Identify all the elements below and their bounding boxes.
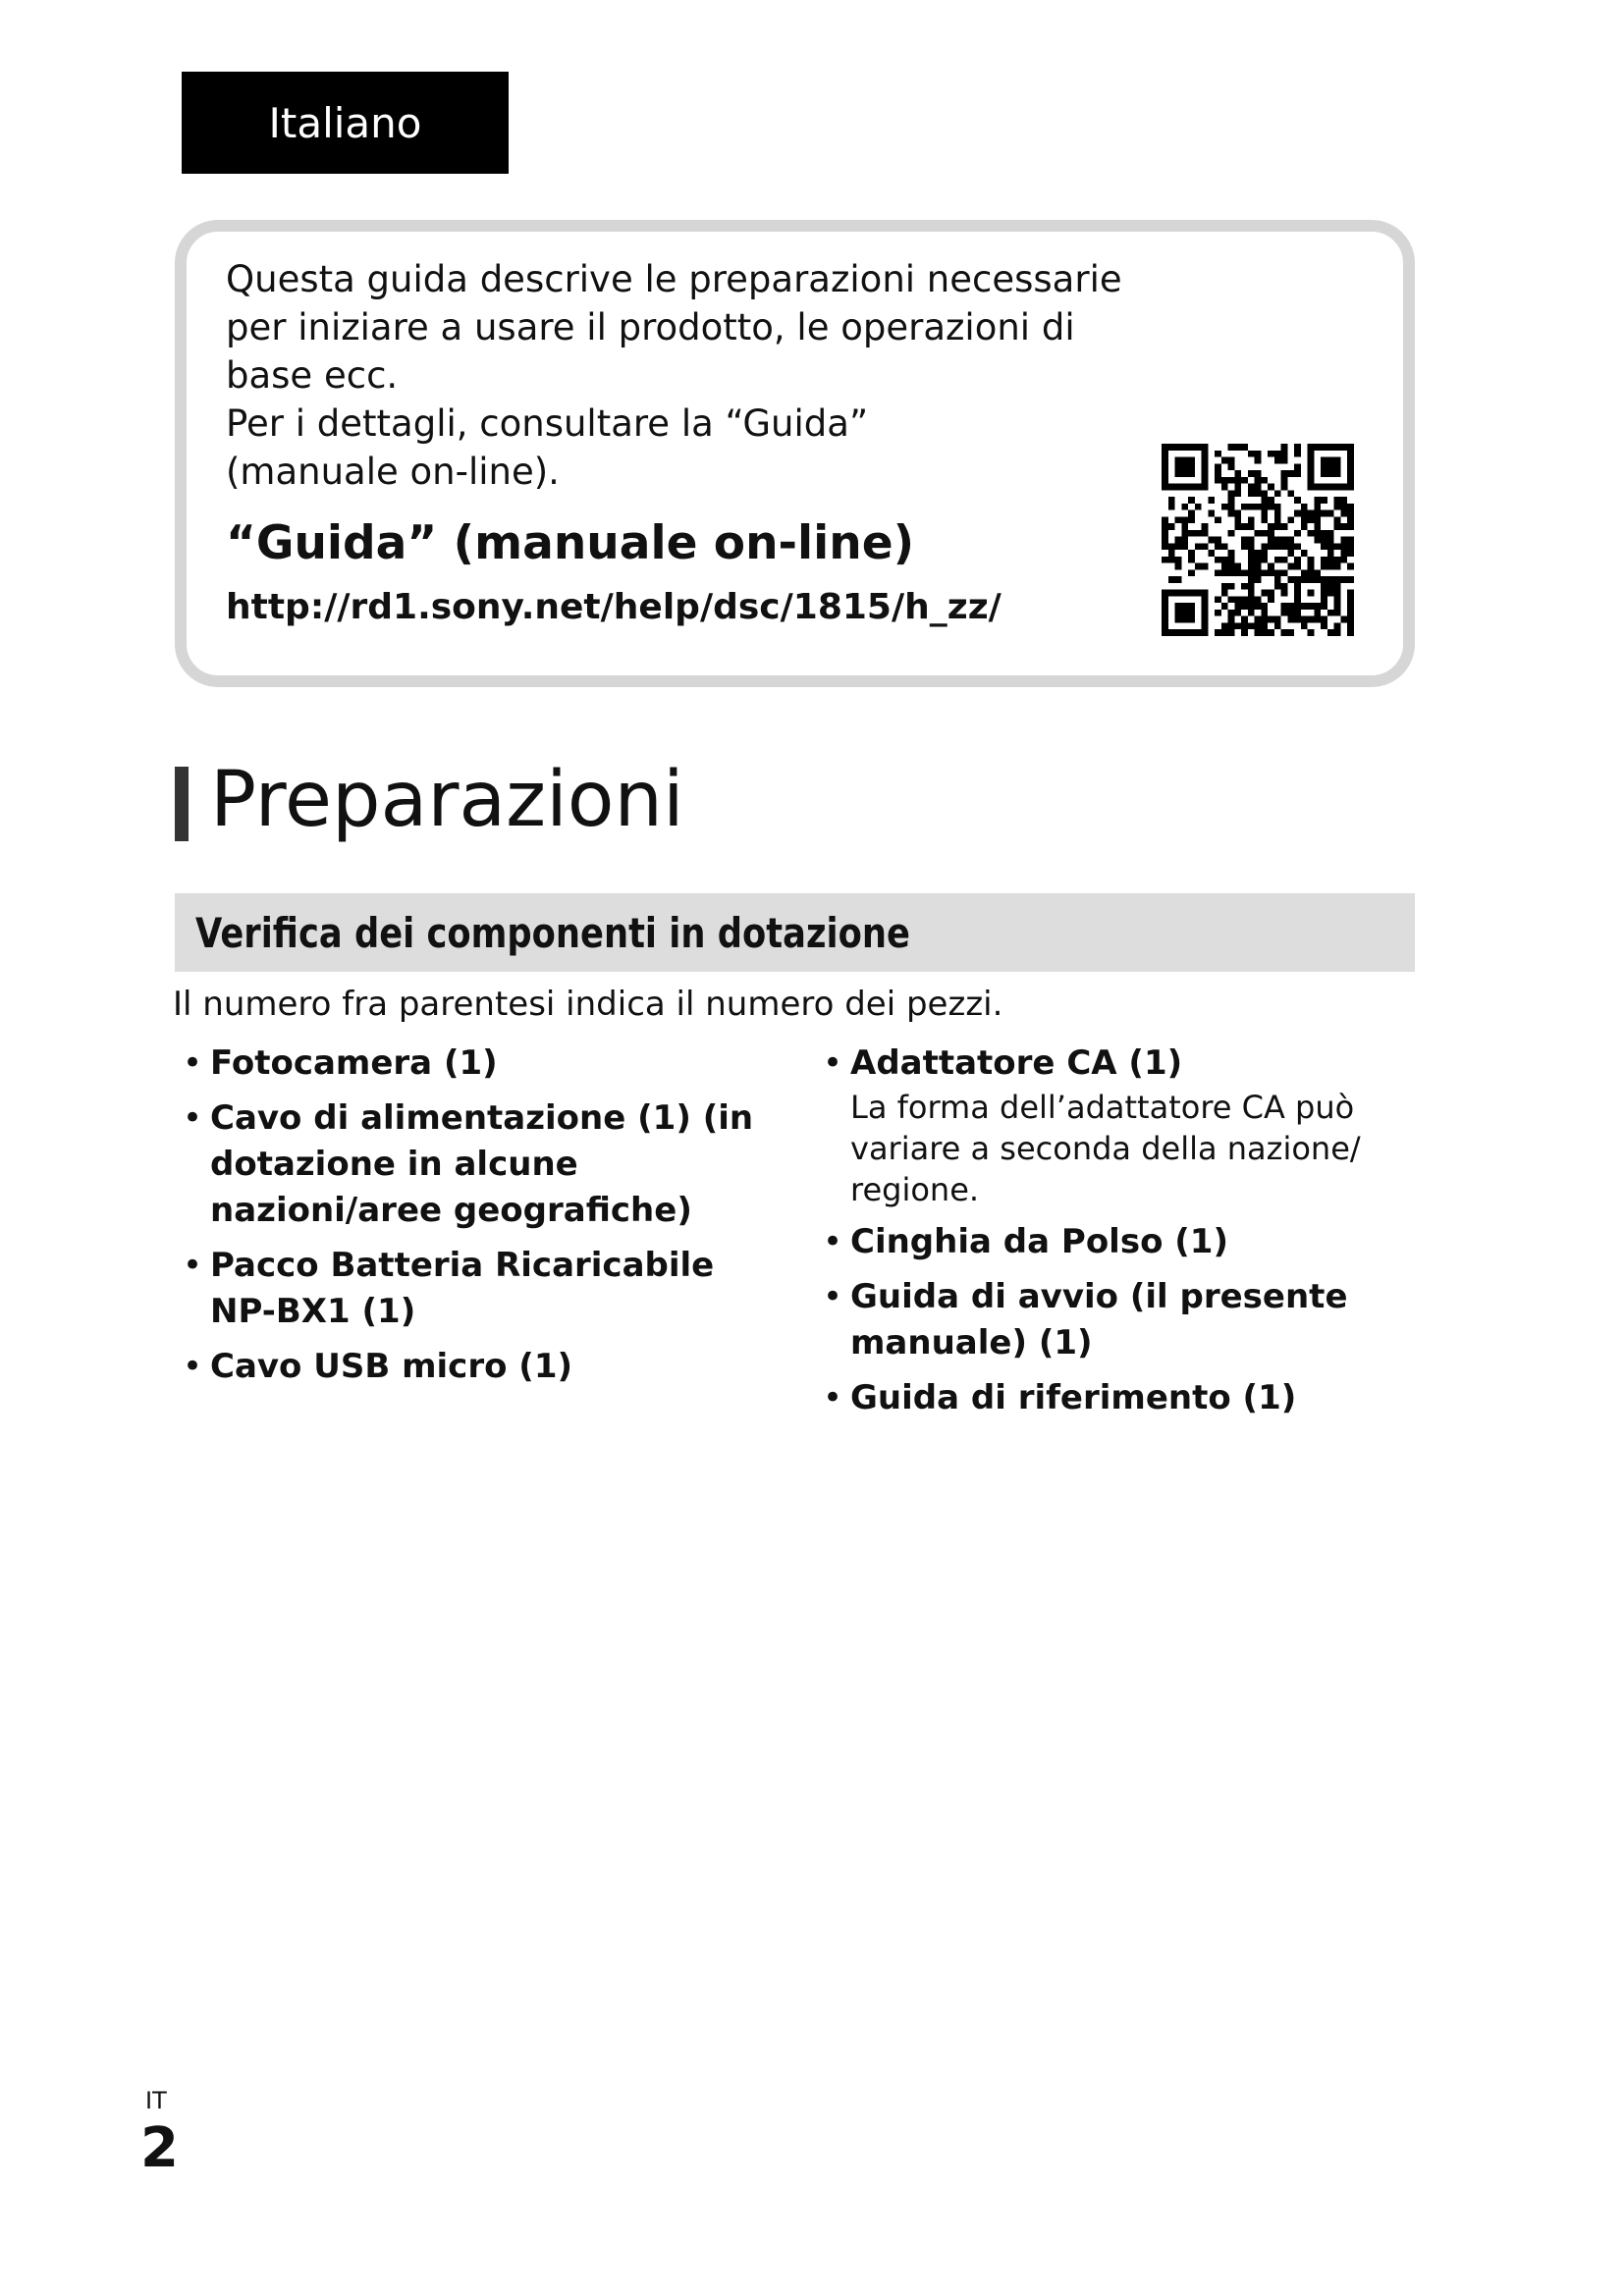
list-item-label: Cavo USB micro (1)	[210, 1347, 573, 1386]
subsection-header	[175, 893, 1415, 972]
components-list-left	[183, 1041, 782, 1399]
intro-line: Questa guida descrive le preparazioni necessarie	[226, 258, 1122, 300]
list-item-label: Cavo di alimentazione (1) (in dotazione in alcune nazioni/aree geografiche)	[210, 1098, 754, 1230]
bullet: •	[183, 1246, 203, 1285]
section-title: Preparazioni	[210, 756, 684, 844]
page-number: 2	[140, 2116, 179, 2180]
bullet: •	[823, 1222, 843, 1261]
list-item-label: Cinghia da Polso (1)	[850, 1222, 1229, 1261]
list-item	[183, 1344, 782, 1390]
list-item	[183, 1095, 782, 1234]
list-item	[823, 1041, 1412, 1210]
intro-line: per iniziare a usare il prodotto, le operazioni di	[226, 306, 1075, 348]
intro-text	[226, 255, 1159, 496]
guide-url[interactable]: http://rd1.sony.net/help/dsc/1815/h_zz/	[226, 587, 1001, 627]
list-item-description: La forma dell’adattatore CA può variare a seconda della nazione/ regione.	[850, 1089, 1361, 1208]
intro-line: base ecc.	[226, 354, 399, 397]
list-item-label: Guida di riferimento (1)	[850, 1378, 1297, 1417]
bullet: •	[183, 1043, 203, 1083]
bullet: •	[823, 1277, 843, 1316]
subsection-header-label: Verifica dei componenti in dotazione	[195, 908, 910, 957]
language-tab	[182, 72, 509, 174]
list-item	[183, 1243, 782, 1335]
list-item	[823, 1375, 1412, 1421]
section-title-bar	[175, 767, 189, 841]
qr-code-icon	[1162, 444, 1354, 636]
list-item	[183, 1041, 782, 1087]
list-item-label: Adattatore CA (1)	[850, 1043, 1183, 1083]
list-item	[823, 1274, 1412, 1366]
bullet: •	[823, 1378, 843, 1417]
components-list-right	[823, 1041, 1412, 1430]
list-item	[823, 1219, 1412, 1265]
bullet: •	[183, 1098, 203, 1138]
list-item-label: Guida di avvio (il presente manuale) (1)	[850, 1277, 1348, 1362]
intro-line: Per i dettagli, consultare la “Guida”	[226, 402, 869, 445]
pieces-note: Il numero fra parentesi indica il numero dei pezzi.	[173, 985, 1003, 1024]
list-item-label: Fotocamera (1)	[210, 1043, 498, 1083]
language-tab-label: Italiano	[268, 98, 422, 147]
page-language-code: IT	[145, 2087, 167, 2114]
bullet: •	[823, 1043, 843, 1083]
guide-title: “Guida” (manuale on-line)	[226, 516, 915, 570]
bullet: •	[183, 1347, 203, 1386]
intro-line: (manuale on-line).	[226, 451, 560, 493]
list-item-label: Pacco Batteria Ricaricabile NP-BX1 (1)	[210, 1246, 715, 1331]
